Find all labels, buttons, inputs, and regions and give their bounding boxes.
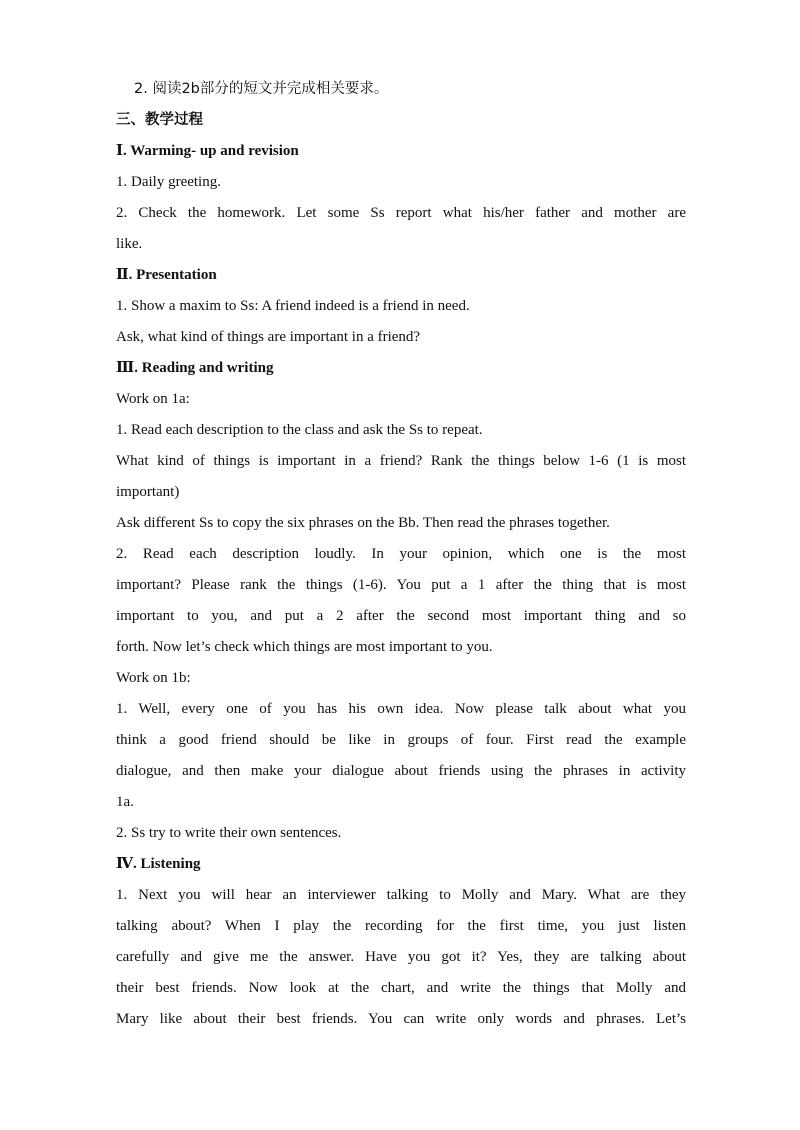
1b-item-1-line-3: dialogue, and then make your dialogue about friends using the phrases in activity [116,763,686,779]
part-4-line-2: talking about? When I play the recording for the first time, you just listen [116,918,686,934]
part-2-item-1: 1. Show a maxim to Ss: A friend indeed is a friend in need. [116,298,470,314]
part-1-heading: Ⅰ. Warming- up and revision [116,143,299,159]
part-3-question-line-2: important) [116,484,180,500]
part-3-item-2-line-2: important? Please rank the things (1-6). You put a 1 after the thing that is most [116,577,686,593]
part-1-item-2-line-2: like. [116,236,143,252]
1b-item-1-line-1: 1. Well, every one of you has his own idea. Now please talk about what you [116,701,686,717]
intro-step-2: 2. 阅读2b部分的短文并完成相关要求。 [134,81,389,97]
part-2-heading: Ⅱ. Presentation [116,267,217,283]
part-3-ask-copy: Ask different Ss to copy the six phrases on the Bb. Then read the phrases together. [116,515,610,531]
part-3-heading: Ⅲ. Reading and writing [116,360,274,376]
document-body [116,74,686,1035]
section-3-title: 三、教学过程 [116,112,203,128]
part-3-question-line-1: What kind of things is important in a friend? Rank the things below 1-6 (1 is most [116,453,686,469]
part-3-item-1: 1. Read each description to the class and ask the Ss to repeat. [116,422,483,438]
work-on-1b: Work on 1b: [116,670,191,686]
part-3-item-2-line-3: important to you, and put a 2 after the second most important thing and so [116,608,686,624]
part-4-line-3: carefully and give me the answer. Have you got it? Yes, they are talking about [116,949,686,965]
part-2-ask: Ask, what kind of things are important in a friend? [116,329,421,345]
part-3-item-2-line-4: forth. Now let’s check which things are most important to you. [116,639,493,655]
part-4-heading: Ⅳ. Listening [116,856,201,872]
1b-item-1-line-2: think a good friend should be like in groups of four. First read the example [116,732,686,748]
part-1-item-2-line-1: 2. Check the homework. Let some Ss report what his/her father and mother are [116,205,686,221]
part-4-line-4: their best friends. Now look at the chart, and write the things that Molly and [116,980,686,996]
part-4-line-1: 1. Next you will hear an interviewer talking to Molly and Mary. What are they [116,887,686,903]
1b-item-2: 2. Ss try to write their own sentences. [116,825,342,841]
1b-item-1-line-4: 1a. [116,794,134,810]
part-3-item-2-line-1: 2. Read each description loudly. In your opinion, which one is the most [116,546,686,562]
work-on-1a: Work on 1a: [116,391,190,407]
part-4-line-5: Mary like about their best friends. You can write only words and phrases. Let’s [116,1011,686,1027]
part-1-item-1: 1. Daily greeting. [116,174,221,190]
